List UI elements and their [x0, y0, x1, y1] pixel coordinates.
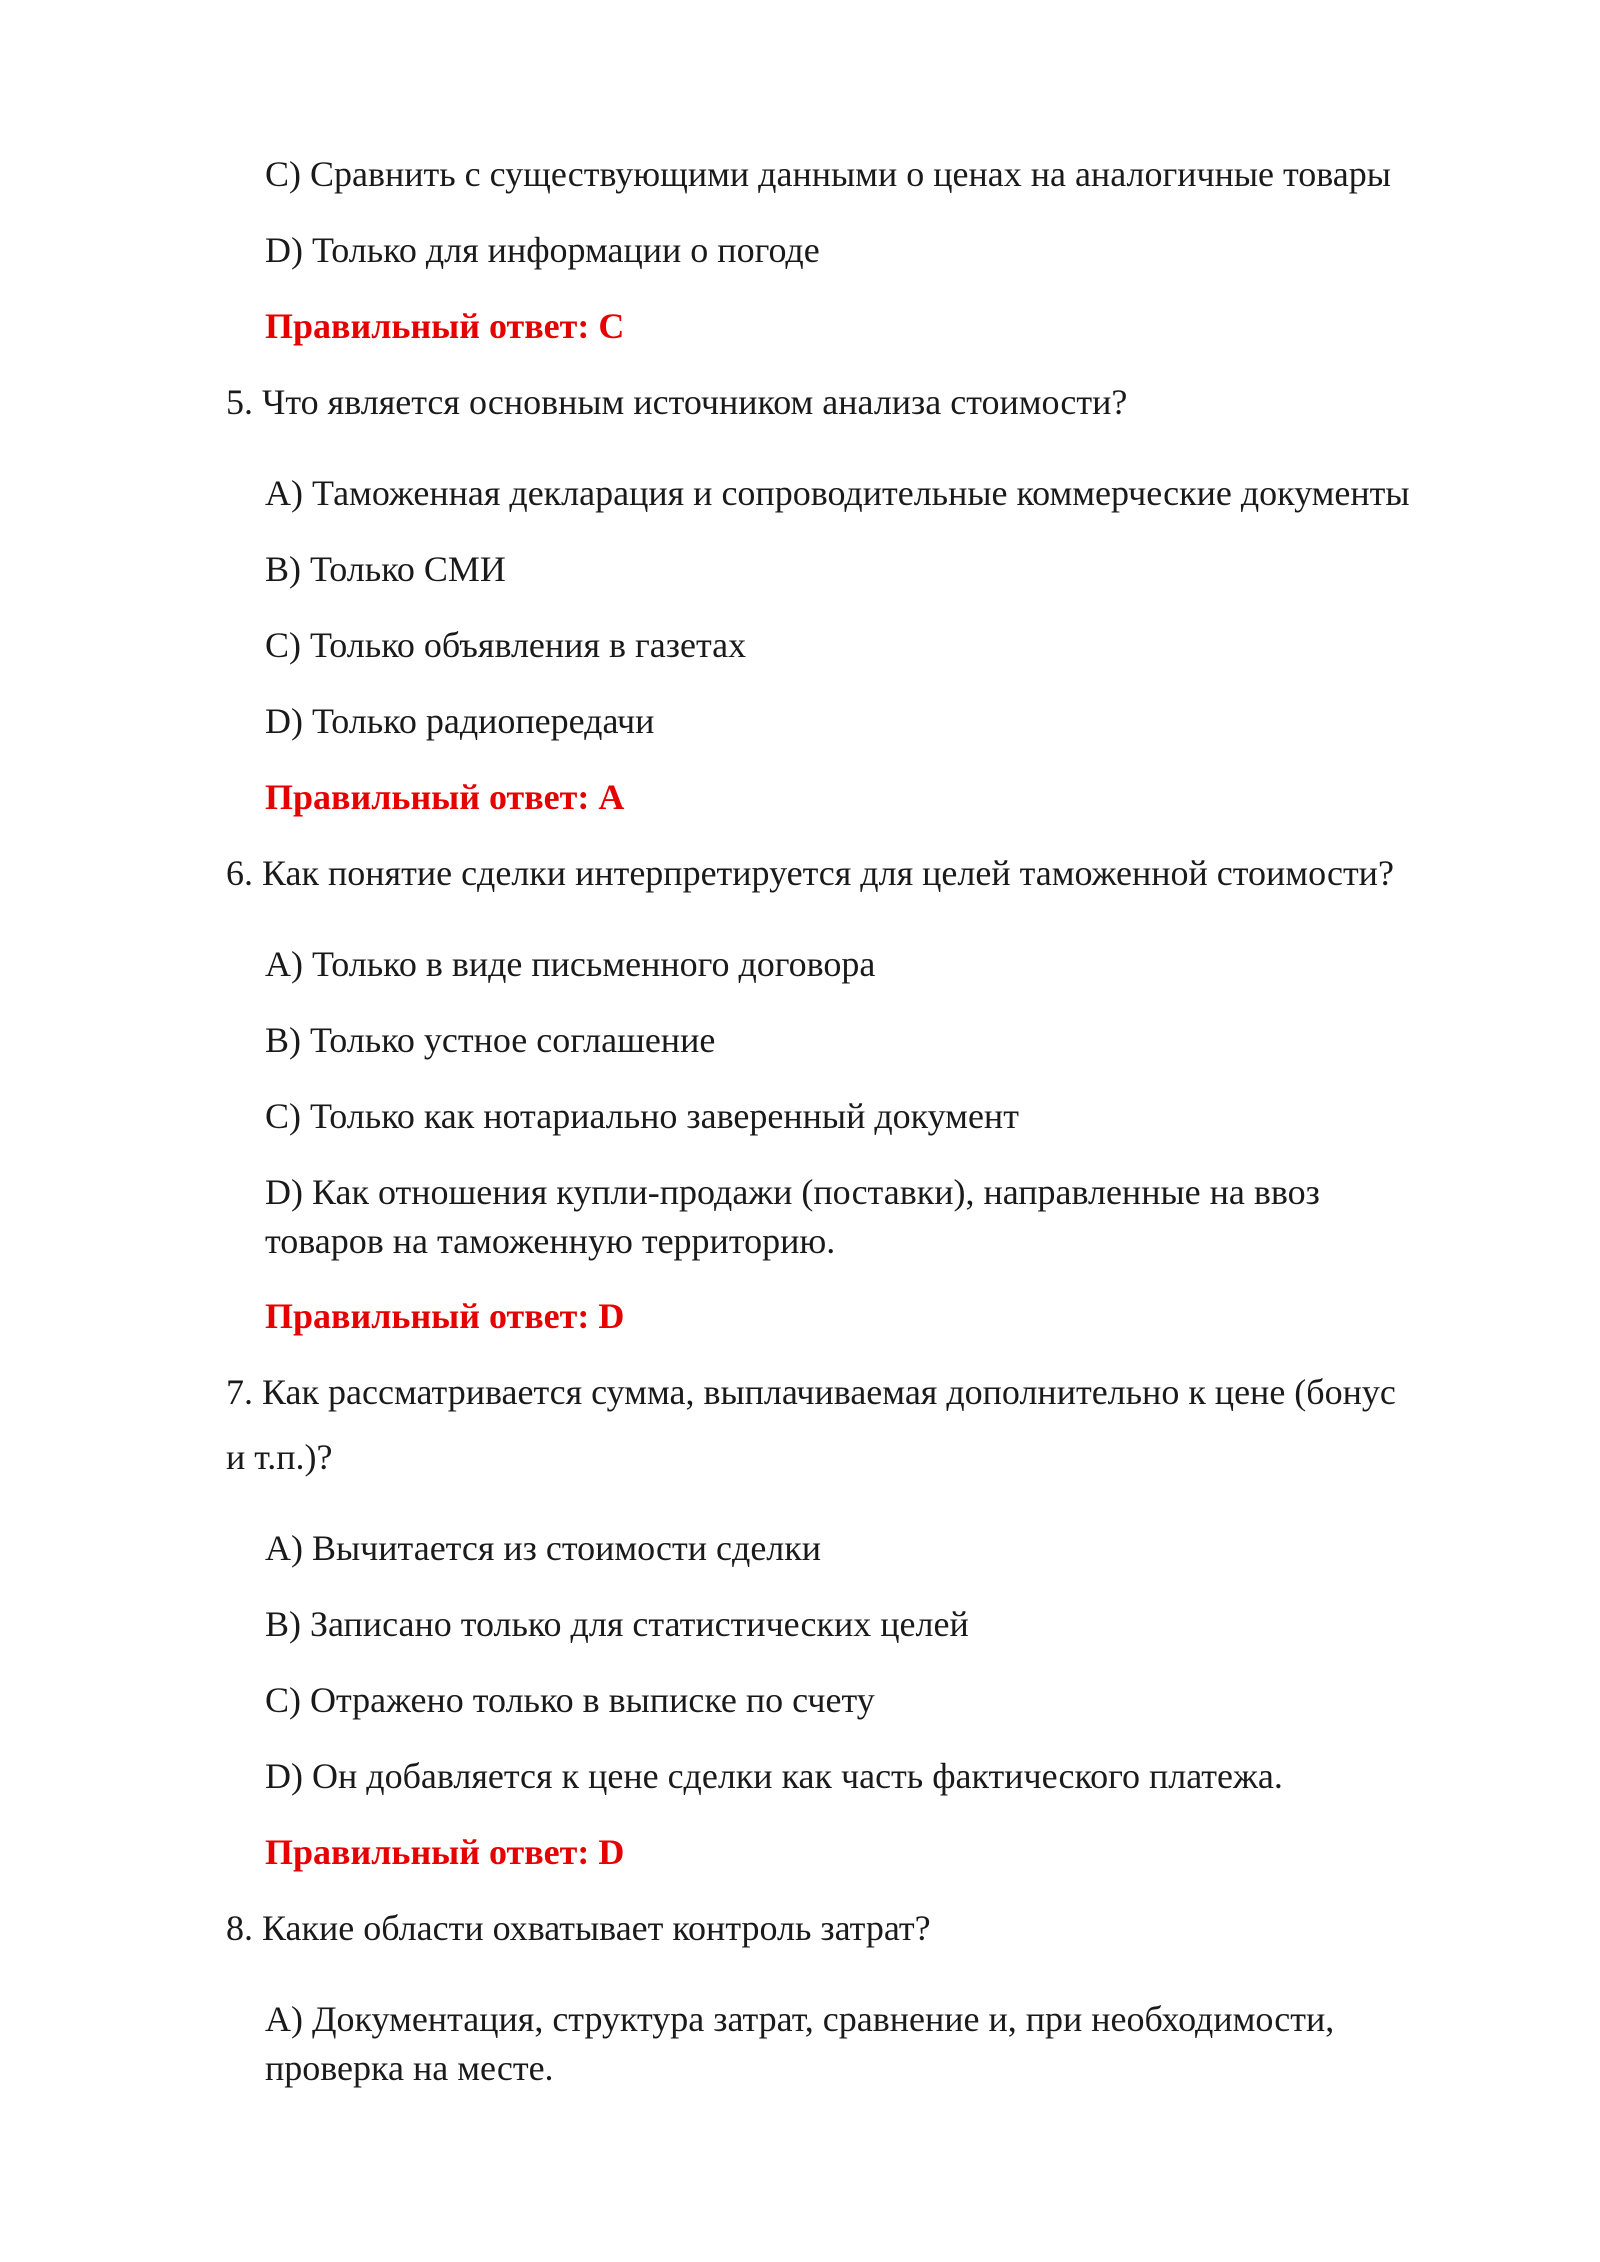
option-c: C) Только как нотариально заверенный документ — [265, 1096, 1019, 1136]
question-7-continuation: и т.п.)? — [226, 1437, 333, 1477]
option-b: B) Только СМИ — [265, 549, 506, 589]
option-a: A) Только в виде письменного договора — [265, 944, 876, 984]
question-6: 6. Как понятие сделки интерпретируется для целей таможенной стоимости? — [226, 853, 1394, 893]
question-8: 8. Какие области охватывает контроль затрат? — [226, 1908, 931, 1948]
option-b: B) Только устное соглашение — [265, 1020, 716, 1060]
option-a: A) Документация, структура затрат, сравнение и, при необходимости, — [265, 1999, 1335, 2039]
correct-answer: Правильный ответ: C — [265, 306, 625, 346]
option-b: B) Записано только для статистических целей — [265, 1604, 969, 1644]
option-c: C) Отражено только в выписке по счету — [265, 1680, 875, 1720]
option-d: D) Он добавляется к цене сделки как часть фактического платежа. — [265, 1756, 1283, 1796]
option-d: D) Как отношения купли-продажи (поставки), направленные на ввоз — [265, 1172, 1320, 1212]
option-d: D) Только радиопередачи — [265, 701, 655, 741]
option-d: D) Только для информации о погоде — [265, 230, 820, 270]
correct-answer: Правильный ответ: D — [265, 1296, 625, 1336]
question-5: 5. Что является основным источником анализа стоимости? — [226, 382, 1128, 422]
option-a: A) Вычитается из стоимости сделки — [265, 1528, 822, 1568]
option-c: C) Сравнить с существующими данными о ценах на аналогичные товары — [265, 154, 1391, 194]
option-a-continuation: проверка на месте. — [265, 2048, 554, 2088]
option-a: A) Таможенная декларация и сопроводительные коммерческие документы — [265, 473, 1410, 513]
option-d-continuation: товаров на таможенную территорию. — [265, 1221, 836, 1261]
correct-answer: Правильный ответ: D — [265, 1832, 625, 1872]
question-7: 7. Как рассматривается сумма, выплачиваемая дополнительно к цене (бонус — [226, 1372, 1396, 1412]
option-c: C) Только объявления в газетах — [265, 625, 747, 665]
correct-answer: Правильный ответ: A — [265, 777, 625, 817]
